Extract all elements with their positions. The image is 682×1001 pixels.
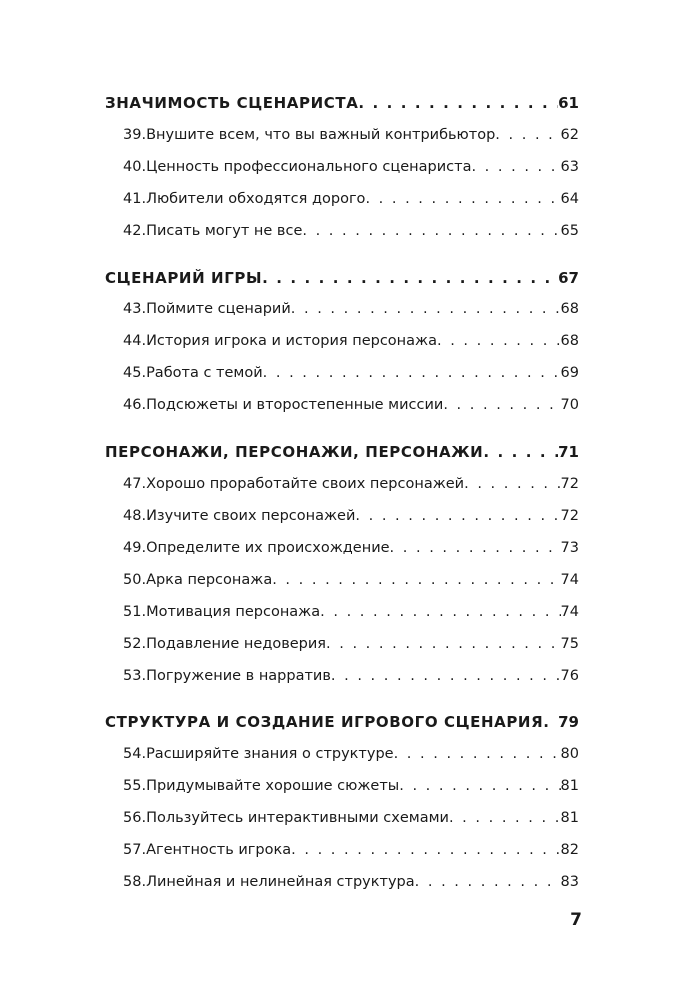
dot-leader — [263, 363, 561, 386]
item-number: 49. — [123, 540, 147, 556]
dot-leader — [495, 125, 560, 148]
page-ref: 83 — [560, 874, 579, 890]
dot-leader — [415, 872, 561, 895]
page-ref: 72 — [560, 508, 579, 524]
dot-leader — [320, 602, 560, 625]
dot-leader — [262, 268, 558, 291]
item-number: 51. — [123, 604, 147, 620]
dot-leader — [291, 299, 561, 322]
dot-leader — [272, 570, 560, 593]
section-title: СЦЕНАРИЙ ИГРЫ — [105, 269, 263, 287]
page-ref: 82 — [560, 842, 579, 858]
item-title: Расширяйте знания о структуре — [146, 746, 394, 762]
item-title: Линейная и нелинейная структура — [146, 874, 415, 890]
dot-leader — [358, 93, 558, 116]
item-number: 44. — [123, 333, 147, 349]
item-number: 40. — [123, 159, 147, 175]
dot-leader — [355, 506, 560, 529]
item-title: Изучите своих персонажей — [146, 508, 356, 524]
toc-item — [0, 294, 682, 322]
item-number: 47. — [123, 476, 147, 492]
item-number: 46. — [123, 397, 147, 413]
toc-item — [0, 152, 682, 180]
page-ref: 81 — [560, 778, 579, 794]
page-ref: 68 — [560, 301, 579, 317]
item-number: 53. — [123, 668, 147, 684]
dot-leader — [302, 221, 560, 244]
page-ref: 61 — [558, 94, 579, 112]
toc-item — [0, 771, 682, 799]
page-ref: 65 — [560, 223, 579, 239]
page-ref: 75 — [560, 636, 579, 652]
page-ref: 74 — [560, 572, 579, 588]
page-number: 7 — [570, 910, 582, 930]
item-number: 54. — [123, 746, 147, 762]
item-title: Писать могут не все — [146, 223, 303, 239]
toc-section — [0, 437, 682, 465]
item-title: Мотивация персонажа — [146, 604, 321, 620]
toc-item — [0, 390, 682, 418]
item-number: 56. — [123, 810, 147, 826]
dot-leader — [331, 666, 561, 689]
dot-leader — [464, 474, 560, 497]
item-title: История игрока и история персонажа — [146, 333, 437, 349]
toc-item — [0, 835, 682, 863]
item-title: Арка персонажа — [146, 572, 273, 588]
toc-item — [0, 597, 682, 625]
page-ref: 68 — [560, 333, 579, 349]
dot-leader — [471, 157, 560, 180]
item-title: Поймите сценарий — [146, 301, 291, 317]
page-ref: 63 — [560, 159, 579, 175]
item-number: 58. — [123, 874, 147, 890]
item-number: 55. — [123, 778, 147, 794]
toc-item — [0, 565, 682, 593]
item-number: 41. — [123, 191, 147, 207]
item-title: Ценность профессионального сценариста — [146, 159, 472, 175]
page-ref: 69 — [560, 365, 579, 381]
dot-leader — [390, 538, 561, 561]
item-title: Подавление недоверия — [146, 636, 327, 652]
toc-item — [0, 184, 682, 212]
dot-leader — [326, 634, 561, 657]
dot-leader — [399, 776, 560, 799]
dot-leader — [394, 744, 561, 767]
page-ref: 79 — [558, 713, 579, 731]
page-ref: 72 — [560, 476, 579, 492]
section-title: СТРУКТУРА И СОЗДАНИЕ ИГРОВОГО СЦЕНАРИЯ — [105, 713, 544, 731]
toc-item — [0, 867, 682, 895]
page-ref: 62 — [560, 127, 579, 143]
toc-item — [0, 326, 682, 354]
page-ref: 76 — [560, 668, 579, 684]
dot-leader — [543, 712, 558, 735]
page-ref: 80 — [560, 746, 579, 762]
toc-item — [0, 661, 682, 689]
toc-item — [0, 533, 682, 561]
page-ref: 81 — [560, 810, 579, 826]
item-title: Работа с темой — [146, 365, 263, 381]
item-number: 39. — [123, 127, 147, 143]
toc-item — [0, 469, 682, 497]
page-ref: 71 — [558, 443, 579, 461]
toc-item — [0, 501, 682, 529]
item-title: Любители обходятся дорого — [146, 191, 366, 207]
toc-item — [0, 803, 682, 831]
item-number: 48. — [123, 508, 147, 524]
item-number: 50. — [123, 572, 147, 588]
toc-section — [0, 263, 682, 291]
item-number: 45. — [123, 365, 147, 381]
item-title: Пользуйтесь интерактивными схемами — [146, 810, 449, 826]
item-number: 52. — [123, 636, 147, 652]
item-number: 43. — [123, 301, 147, 317]
dot-leader — [437, 331, 561, 354]
toc-item — [0, 120, 682, 148]
item-title: Погружение в нарратив — [146, 668, 331, 684]
toc-item — [0, 629, 682, 657]
page-ref: 70 — [560, 397, 579, 413]
item-title: Агентность игрока — [146, 842, 292, 858]
toc-section — [0, 88, 682, 116]
item-number: 57. — [123, 842, 147, 858]
item-number: 42. — [123, 223, 147, 239]
section-title: ЗНАЧИМОСТЬ СЦЕНАРИСТА — [105, 94, 359, 112]
section-title: ПЕРСОНАЖИ, ПЕРСОНАЖИ, ПЕРСОНАЖИ — [105, 443, 484, 461]
page-ref: 67 — [558, 269, 579, 287]
dot-leader — [483, 442, 558, 465]
item-title: Подсюжеты и второстепенные миссии — [146, 397, 444, 413]
toc-item — [0, 358, 682, 386]
toc-section — [0, 707, 682, 735]
toc-item — [0, 216, 682, 244]
item-title: Придумывайте хорошие сюжеты — [146, 778, 400, 794]
dot-leader — [449, 808, 561, 831]
item-title: Внушите всем, что вы важный контрибьютор — [146, 127, 496, 143]
item-title: Хорошо проработайте своих персонажей — [146, 476, 465, 492]
dot-leader — [443, 395, 560, 418]
page-ref: 74 — [560, 604, 579, 620]
item-title: Определите их происхождение — [146, 540, 390, 556]
page-ref: 73 — [560, 540, 579, 556]
page-ref: 64 — [560, 191, 579, 207]
toc-item — [0, 739, 682, 767]
dot-leader — [365, 189, 560, 212]
dot-leader — [291, 840, 560, 863]
